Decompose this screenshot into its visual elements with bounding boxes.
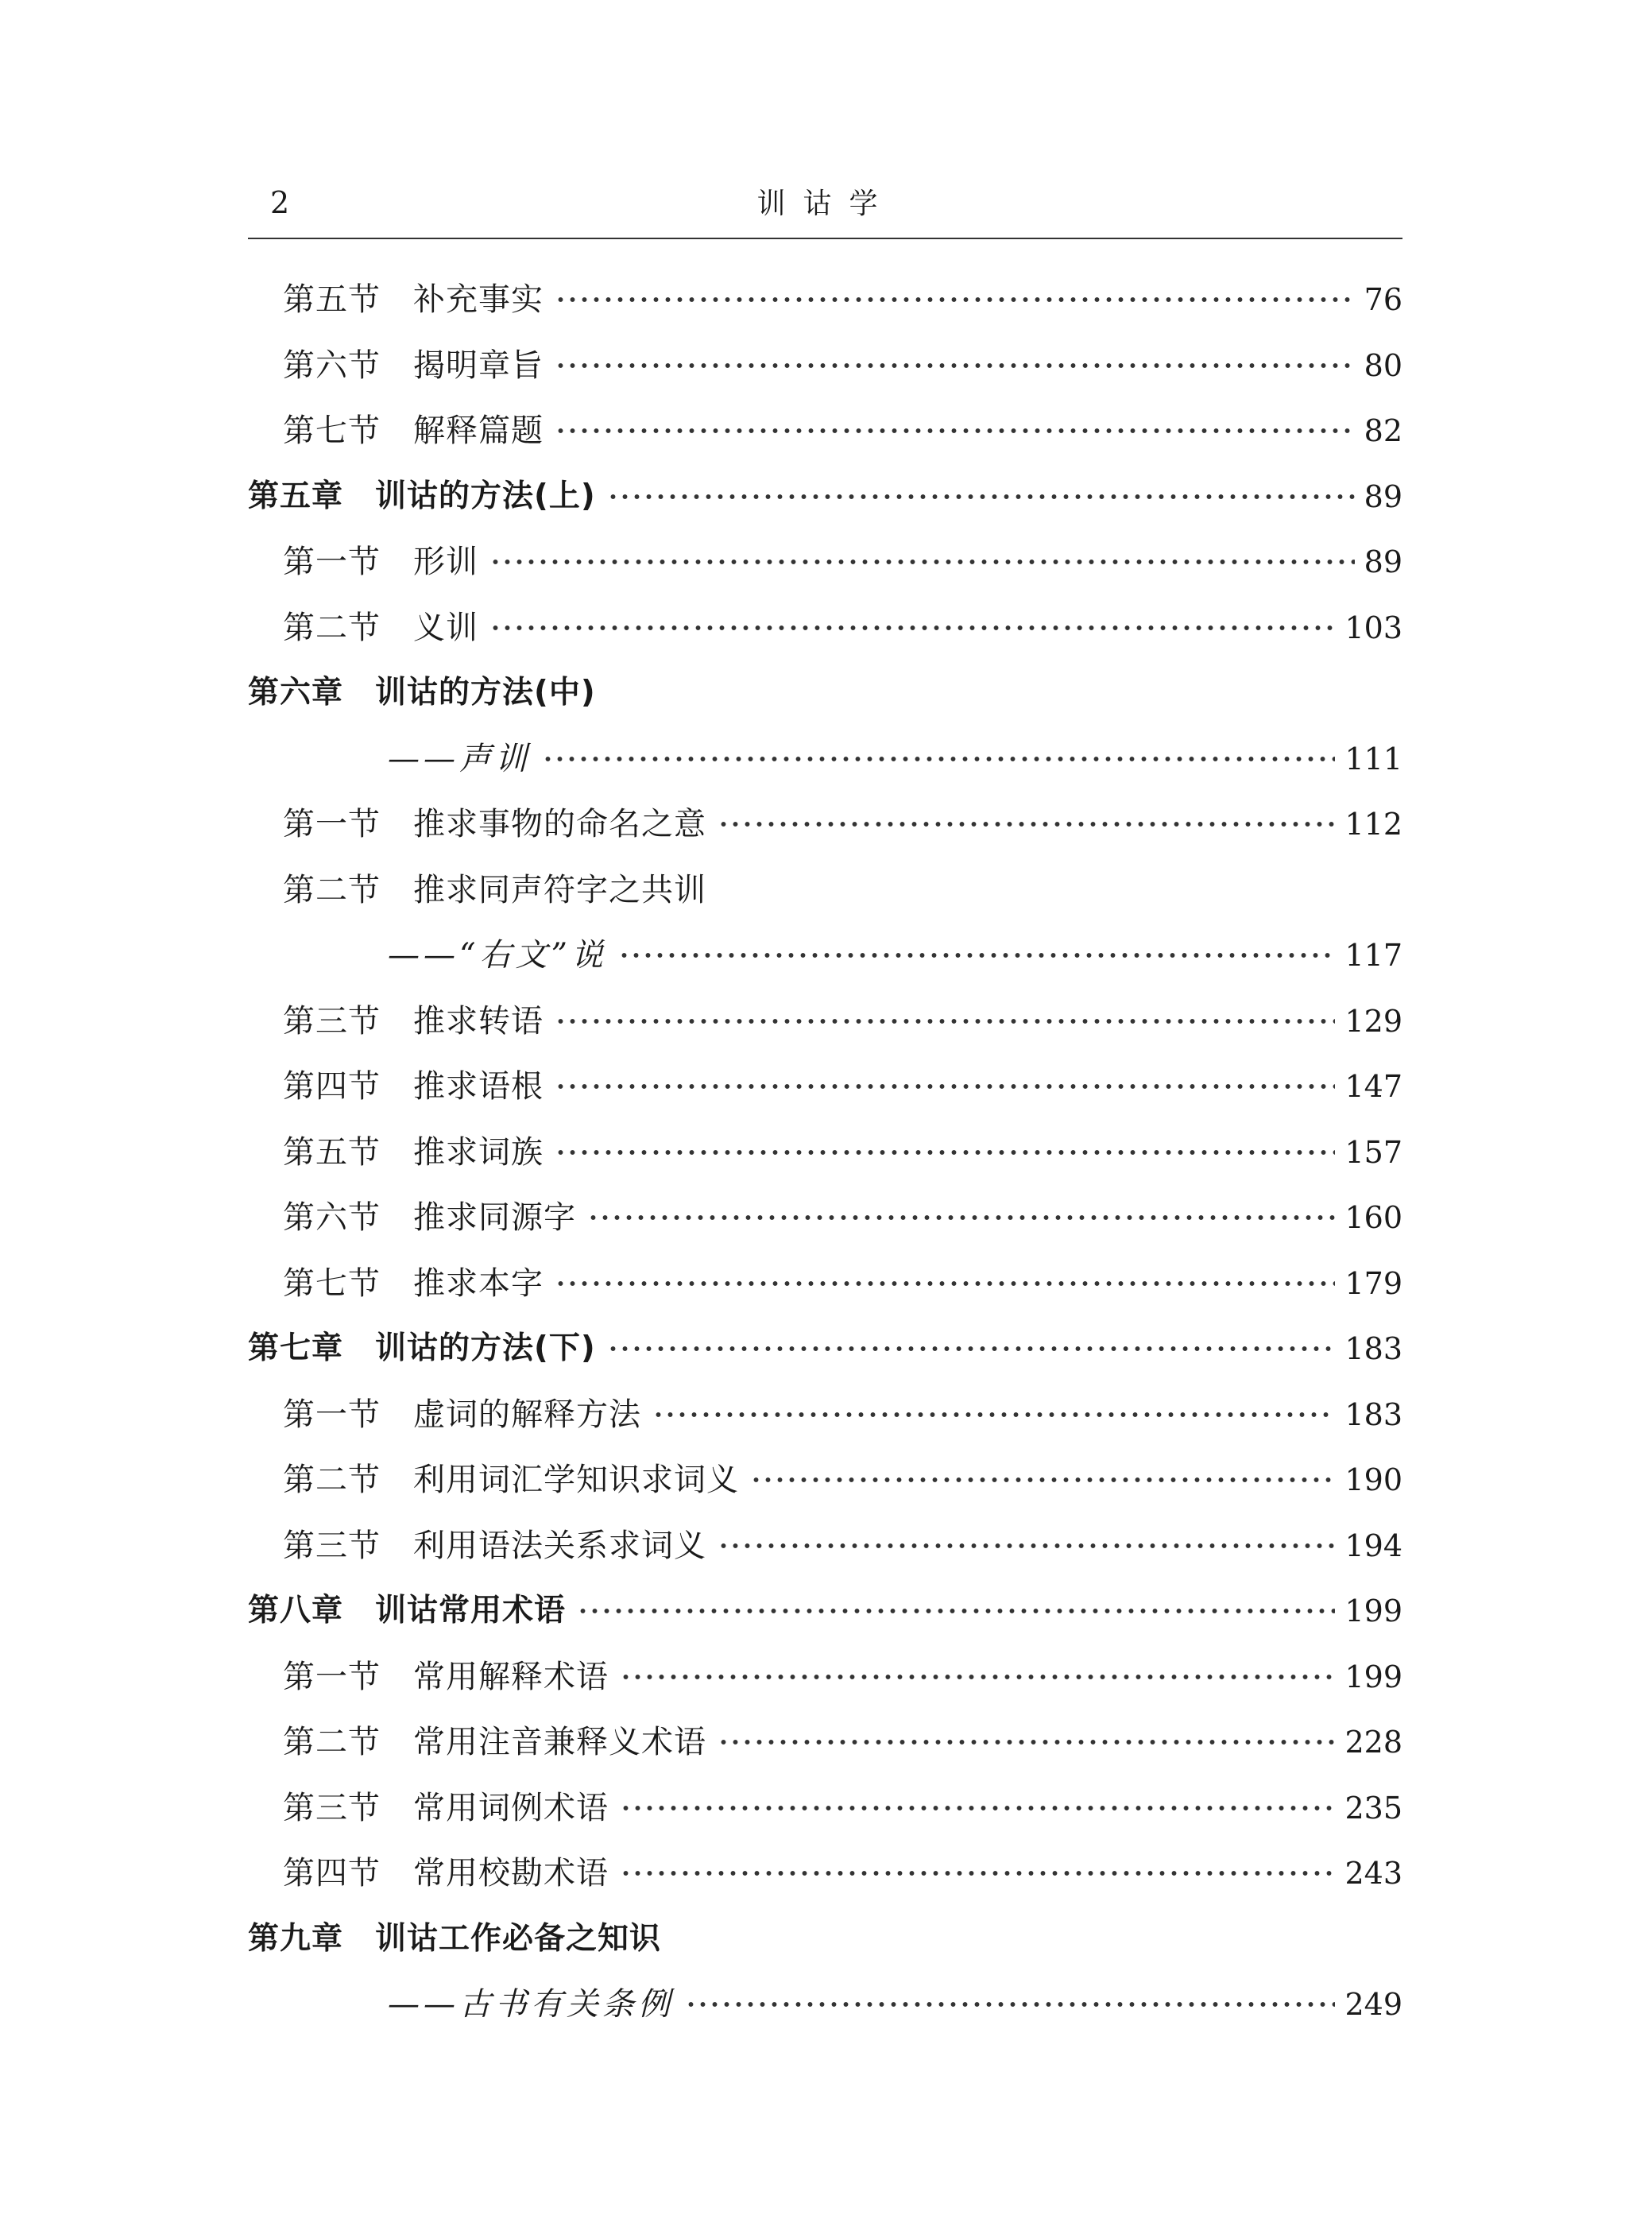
page-number: 2 [270, 185, 290, 220]
toc-entry-line [283, 1054, 1402, 1120]
toc-section-entry [0, 529, 1652, 595]
toc-entry-line [283, 989, 1402, 1055]
toc-section-entry [0, 1513, 1652, 1579]
toc-entry-page-number: 76 [1364, 282, 1402, 318]
toc-entry-page-number: 111 [1344, 741, 1402, 776]
toc-entry-line [283, 595, 1402, 661]
dot-leader [620, 1784, 1335, 1832]
dot-leader [618, 931, 1336, 979]
dot-leader [652, 1391, 1335, 1439]
dot-leader [718, 800, 1335, 848]
toc-entry-line [283, 1251, 1402, 1317]
toc-entry-page-number: 157 [1344, 1134, 1402, 1170]
toc-section-entry [0, 1185, 1652, 1251]
toc-entry-label: 第二节 义训 [283, 609, 478, 646]
dot-leader [489, 538, 1355, 586]
toc-entry-line [283, 1120, 1402, 1186]
dot-leader [555, 407, 1355, 455]
toc-section-entry [0, 1251, 1652, 1317]
dot-leader [607, 1325, 1336, 1373]
toc-entry-label: 第七章 训诂的方法(下) [248, 1330, 596, 1367]
dot-leader [555, 276, 1355, 323]
toc-entry-line [283, 398, 1402, 464]
dot-leader [555, 1063, 1335, 1110]
dot-leader [718, 1522, 1335, 1570]
toc-entry-line [388, 1972, 1402, 2038]
toc-entry-label: 第三节 常用词例术语 [283, 1789, 609, 1826]
toc-entry-label: 第一节 形训 [283, 544, 478, 581]
toc-entry-page-number: 89 [1364, 478, 1402, 514]
toc-section-entry [0, 792, 1652, 858]
toc-section-entry [0, 1120, 1652, 1186]
toc-section-entry [0, 595, 1652, 661]
toc-entry-page-number: 199 [1344, 1593, 1402, 1629]
toc-entry-page-number: 235 [1344, 1790, 1402, 1826]
toc-entry-line [248, 1578, 1402, 1644]
dot-leader [685, 1981, 1335, 2028]
toc-section-entry [0, 1841, 1652, 1907]
toc-entry-line [283, 1841, 1402, 1907]
dot-leader [607, 473, 1355, 521]
toc-entry-page-number: 117 [1344, 938, 1402, 974]
toc-entry-label: 第三节 推求转语 [283, 1002, 544, 1040]
toc-entry-line [283, 1447, 1402, 1513]
toc-section-entry [0, 1644, 1652, 1710]
dot-leader [718, 1718, 1335, 1766]
toc-entry-line [283, 1185, 1402, 1251]
toc-subtitle-entry [0, 726, 1652, 792]
toc-subtitle-entry [0, 1972, 1652, 2038]
toc-chapter-entry [0, 1316, 1652, 1382]
toc-section-entry [0, 1710, 1652, 1775]
toc-entry-line [283, 333, 1402, 399]
toc-chapter-entry [0, 464, 1652, 530]
toc-entry-label: 第一节 推求事物的命名之意 [283, 806, 706, 843]
toc-entry-page-number: 199 [1344, 1659, 1402, 1694]
toc-entry-line [283, 858, 1402, 924]
dot-leader [542, 735, 1335, 783]
toc-chapter-entry [0, 1578, 1652, 1644]
toc-entry-page-number: 129 [1344, 1003, 1402, 1039]
toc-entry-label: 第一节 虚词的解释方法 [283, 1396, 641, 1433]
toc-entry-page-number: 147 [1344, 1069, 1402, 1105]
toc-entry-page-number: 183 [1344, 1331, 1402, 1367]
toc-section-entry [0, 398, 1652, 464]
toc-entry-line [283, 1710, 1402, 1775]
header-rule [248, 238, 1402, 239]
toc-entry-line [388, 923, 1402, 989]
toc-section-entry [0, 1447, 1652, 1513]
running-title: 训诂学 [756, 188, 896, 220]
table-of-contents [0, 267, 1652, 2038]
toc-subtitle-entry [0, 923, 1652, 989]
toc-entry-line [283, 529, 1402, 595]
toc-section-entry [0, 333, 1652, 399]
toc-entry-label: 第四节 推求语根 [283, 1068, 544, 1106]
toc-entry-page-number: 228 [1344, 1725, 1402, 1760]
toc-entry-line [248, 1316, 1402, 1382]
toc-entry-line [283, 267, 1402, 333]
toc-section-entry [0, 858, 1652, 924]
toc-entry-page-number: 89 [1364, 544, 1402, 580]
dot-leader [577, 1587, 1335, 1635]
toc-entry-line [283, 1382, 1402, 1448]
toc-entry-label: 第九章 训诂工作必备之知识 [248, 1920, 662, 1957]
toc-entry-page-number: 103 [1344, 610, 1402, 645]
toc-entry-line [248, 464, 1402, 530]
toc-entry-page-number: 80 [1364, 347, 1402, 383]
toc-entry-label: 第八章 训诂常用术语 [248, 1593, 567, 1629]
toc-entry-label: 第二节 利用词汇学知识求词义 [283, 1462, 739, 1499]
toc-entry-page-number: 194 [1344, 1528, 1402, 1563]
toc-entry-label: 第五章 训诂的方法(上) [248, 478, 596, 514]
dot-leader [555, 1129, 1335, 1176]
toc-entry-page-number: 112 [1344, 807, 1402, 842]
toc-entry-label: ——“右文”说 [388, 937, 607, 974]
dot-leader [750, 1456, 1335, 1504]
toc-entry-page-number: 82 [1364, 413, 1402, 449]
toc-entry-label: 第六章 训诂的方法(中) [248, 675, 596, 711]
toc-section-entry [0, 1382, 1652, 1448]
toc-section-entry [0, 989, 1652, 1055]
toc-section-entry [0, 1054, 1652, 1120]
toc-entry-label: 第二节 推求同声符字之共训 [283, 871, 706, 908]
toc-entry-label: 第六节 揭明章旨 [283, 347, 544, 384]
dot-leader [620, 1849, 1335, 1897]
toc-entry-page-number: 243 [1344, 1856, 1402, 1892]
dot-leader [489, 604, 1335, 652]
toc-entry-label: 第五节 补充事实 [283, 281, 544, 319]
toc-entry-line [248, 660, 1402, 726]
toc-entry-page-number: 183 [1344, 1396, 1402, 1432]
toc-entry-line [283, 1644, 1402, 1710]
dot-leader [620, 1653, 1335, 1701]
toc-entry-label: 第二节 常用注音兼释义术语 [283, 1724, 706, 1761]
toc-entry-label: 第四节 常用校勘术语 [283, 1855, 609, 1892]
toc-entry-page-number: 160 [1344, 1200, 1402, 1236]
toc-entry-label: 第七节 推求本字 [283, 1264, 544, 1302]
toc-entry-label: 第三节 利用语法关系求词义 [283, 1527, 706, 1564]
dot-leader [555, 997, 1335, 1045]
toc-chapter-entry [0, 660, 1652, 726]
toc-chapter-entry [0, 1907, 1652, 1973]
toc-entry-label: 第七节 解释篇题 [283, 412, 544, 450]
dot-leader [555, 1260, 1335, 1307]
toc-entry-label: ——古书有关条例 [388, 1986, 674, 2023]
toc-entry-line [283, 1513, 1402, 1579]
toc-entry-label: 第一节 常用解释术语 [283, 1658, 609, 1695]
toc-entry-line [283, 792, 1402, 858]
toc-entry-label: 第六节 推求同源字 [283, 1199, 576, 1237]
toc-section-entry [0, 1775, 1652, 1841]
toc-entry-page-number: 249 [1344, 1987, 1402, 2023]
toc-entry-label: 第五节 推求词族 [283, 1133, 544, 1171]
toc-entry-label: ——声训 [388, 740, 531, 777]
dot-leader [555, 342, 1355, 389]
toc-entry-line [388, 726, 1402, 792]
toc-section-entry [0, 267, 1652, 333]
toc-entry-page-number: 179 [1344, 1265, 1402, 1301]
toc-entry-line [248, 1907, 1402, 1973]
dot-leader [587, 1194, 1335, 1241]
toc-entry-line [283, 1775, 1402, 1841]
toc-entry-page-number: 190 [1344, 1462, 1402, 1498]
